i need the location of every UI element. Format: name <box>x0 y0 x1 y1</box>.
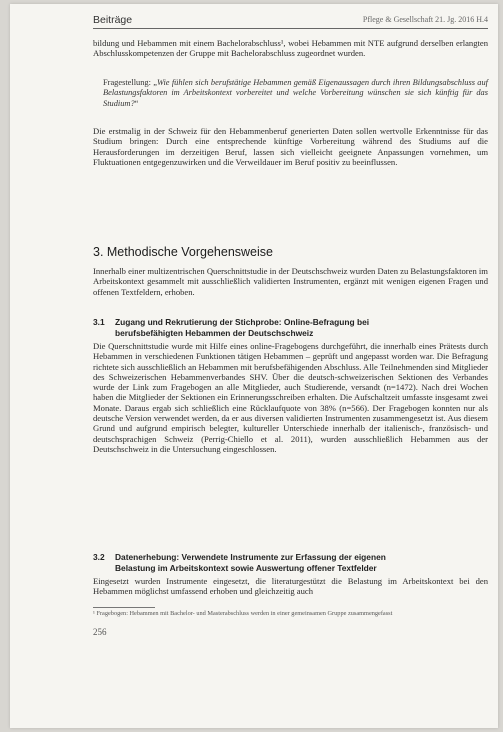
section-label: Beiträge <box>93 14 133 26</box>
footnote: ¹ Fragebogen: Hebammen mit Bachelor- und Masterabschluss werden in einer gemeinsamen Gruppe zusammengefasst <box>93 610 393 617</box>
paragraph-instruments: Eingesetzt wurden Instrumente eingesetzt, die literaturgestützt die Belastung im Arbeitskontext bei den Hebammen möglichst umfassend erhoben und gleichzeitig auch <box>93 576 488 597</box>
paragraph-methods-intro: Innerhalb einer multizentrischen Querschnittstudie in der Deutschschweiz wurden Daten zu Belastungsfaktoren im Arbeitskontext gesammelt mit ausschließlich validierten Instrumenten, ergänzt mit wenigen eigenen Fragen und offenen Textfeldern, erhoben. <box>93 266 488 297</box>
subsection-number: 3.1 <box>93 317 105 327</box>
subsection-title-line1: Zugang und Rekrutierung der Stichprobe: Online-Befragung bei <box>115 317 370 327</box>
research-question-lead: Fragestellung: „ <box>103 78 157 87</box>
paragraph-aims: Die erstmalig in der Schweiz für den Hebammenberuf generierten Daten sollen wertvolle Erkenntnisse für das Studium bringen: Durch eine entsprechende künftige Vorbereitung während des Studiums auf die Herausforderungen im derzeitigen Beruf, lassen sich vielleicht geeignete Anpassungen vornehmen, um Fluktuationen entgegenzuwirken und die Verweildauer im Beruf positiv zu beeinflussen. <box>93 126 488 167</box>
research-question-end: “ <box>134 98 139 108</box>
subsection-heading-3-2 <box>93 552 488 573</box>
running-head <box>93 14 488 29</box>
subsection-title-line2: Belastung im Arbeitskontext sowie Auswertung offener Textfelder <box>115 562 377 573</box>
paragraph-intro-end: bildung und Hebammen mit einem Bachelorabschluss¹, wobei Hebammen mit NTE aufgrund derselben erlangten Abschlusskompetenzen der Gruppe mit Bachelorabschluss zugeordnet wurden. <box>93 38 488 59</box>
subsection-title-line1: Datenerhebung: Verwendete Instrumente zur Erfassung der eigenen <box>115 552 386 562</box>
section-heading-methods: 3. Methodische Vorgehensweise <box>93 245 273 259</box>
journal-citation: Pflege & Gesellschaft 21. Jg. 2016 H.4 <box>362 15 488 24</box>
research-question-text: Wie fühlen sich berufstätige Hebammen gemäß Eigenaussagen durch ihren Bildungsabschluss auf Belastungsfaktoren im Arbeitskontext vorbereitet und welche Vorbereitung wünschen sie sich künftig für das Studium? <box>103 78 488 108</box>
paragraph-sampling: Die Querschnittstudie wurde mit Hilfe eines online-Fragebogens durchgeführt, die innerhalb eines Prätests durch Hebammen in verschiedenen Funktionen tätigen Hebammen – geprüft und angepasst worden war. Die Befragung richtete sich ausschließlich an Hebammen mit berufsbefähigenden Abschluss. Alle Teilnehmenden sind Mitglieder des Schweizerischen Hebammenverbandes SHV. Über die deutsch-schweizerischen Sektionen des Verbandes wurde der Link zum Fragebogen an alle Mitglieder, auch Studierende, versandt (n=1472). Nach drei Wochen haben die Mitglieder der Sektionen ein Erinnerungsschreiben erhalten. Die Aufschaltzeit umfasste insgesamt zwei Monate. Daraus ergab sich schließlich eine Rücklaufquote von 38% (n=566). Der Fragebogen konnten nur als deutsche Version verwendet werden, da er aus diversen validierten Instrumenten zusammengesetzt ist. Aus diesem Grund und aufgrund empirisch belegter, kultureller Unterschiede innerhalb der italienisch-, französisch- und deutschsprachigen Schweiz (Perrig-Chiello et al. 2011), wurden ausschließlich Hebammen aus der Deutschschweiz in die Untersuchung eingeschlossen. <box>93 341 488 454</box>
footnote-divider <box>93 607 155 608</box>
research-question <box>103 78 488 109</box>
journal-page <box>10 4 498 728</box>
subsection-title-line2: berufsbefähigten Hebammen der Deutschschweiz <box>115 327 314 338</box>
subsection-number: 3.2 <box>93 552 105 562</box>
page-number: 256 <box>93 627 107 637</box>
subsection-heading-3-1 <box>93 317 488 338</box>
